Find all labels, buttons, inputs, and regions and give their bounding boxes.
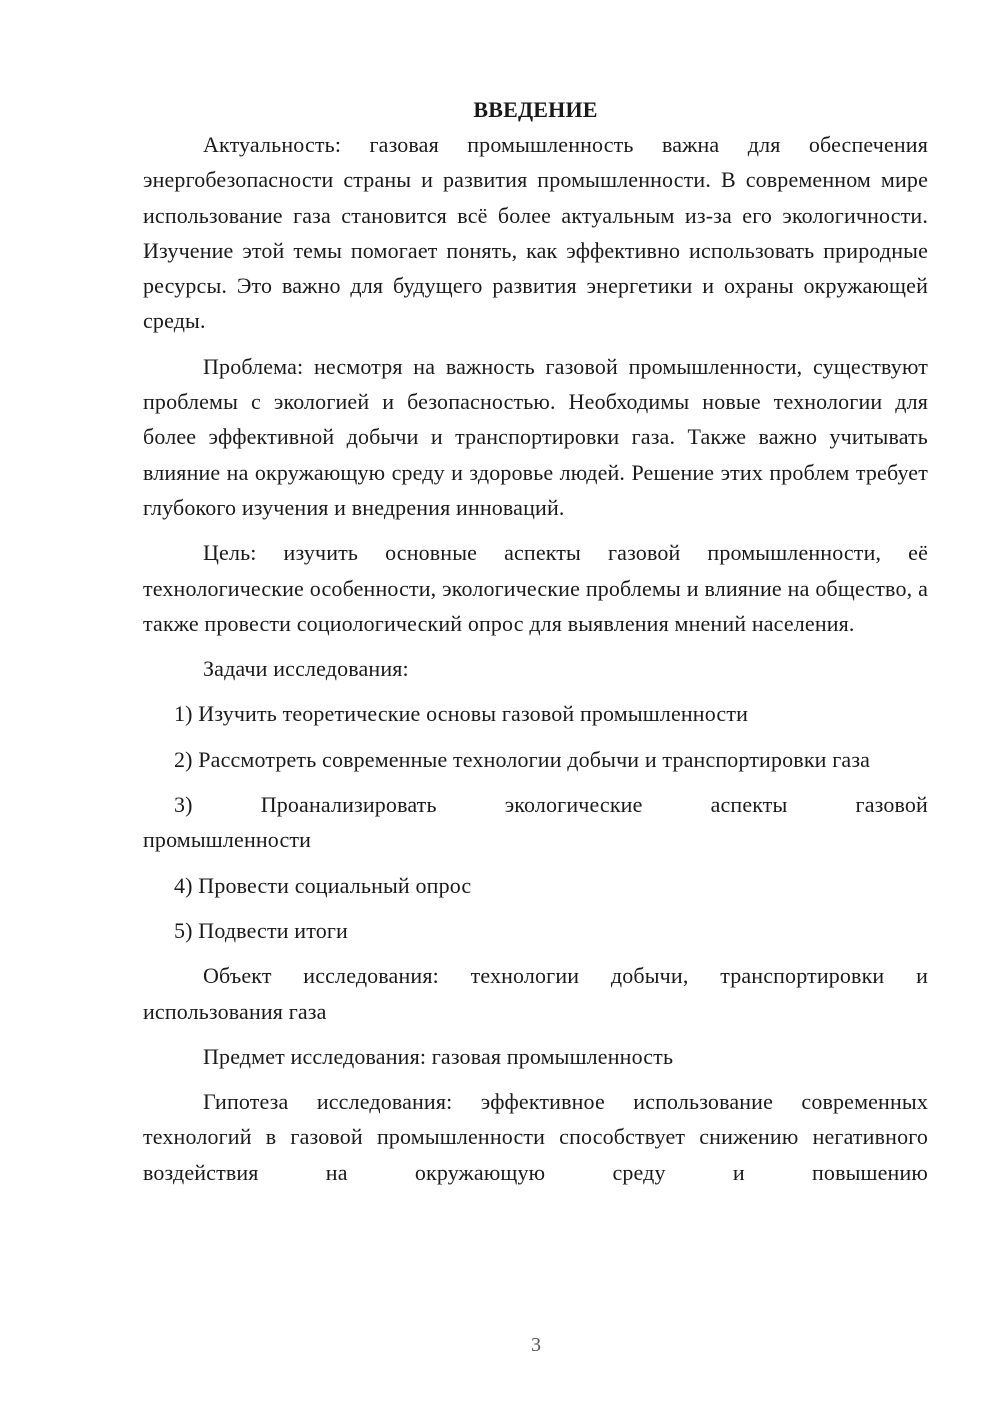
task-item-3-word-1: Проанализировать: [260, 792, 437, 818]
relevance-paragraph: Актуальность: газовая промышленность важна для обеспечения энергобезопасности страны и развития промышленности. В современном мире использование газа становится всё более актуальным из-за его экологичности. Изучение этой темы помогает понять, как эффективно использовать природные ресурсы. Это важно для будущего развития энергетики и охраны окружающей среды.: [143, 132, 928, 334]
task-item-3-rest: промышленности: [143, 827, 312, 853]
tasks-title: Задачи исследования:: [203, 656, 409, 682]
task-item-3-first-line: [143, 787, 928, 822]
task-item-3-word-2: экологические: [504, 792, 643, 818]
task-item-3-word-4: газовой: [855, 792, 928, 818]
subject-paragraph: Предмет исследования: газовая промышленность: [203, 1043, 674, 1069]
task-item-3: [143, 787, 928, 858]
object-paragraph: Объект исследования: технологии добычи, транспортировки и использования газа: [143, 963, 928, 1024]
problem-paragraph: Проблема: несмотря на важность газовой промышленности, существуют проблемы с экологией и безопасностью. Необходимы новые технологии для более эффективной добычи и транспортировки газа. Также важно учитывать влияние на окружающую среду и здоровье людей. Решение этих проблем требует глубокого изучения и внедрения инноваций.: [143, 353, 928, 520]
page-number: 3: [531, 1334, 541, 1356]
hypothesis-paragraph: Гипотеза исследования: эффективное использование современных технологий в газовой промышленности способствует снижению негативного воздействия на окружающую среду и повышению: [143, 1089, 928, 1185]
document-page: [143, 92, 928, 1190]
task-item-3-number: 3): [174, 792, 193, 818]
page-heading: ВВЕДЕНИЕ: [473, 97, 598, 122]
task-item-1: 1) Изучить теоретические основы газовой промышленности: [174, 701, 749, 727]
task-item-5: 5) Подвести итоги: [174, 917, 348, 943]
task-item-2: 2) Рассмотреть современные технологии добычи и транспортировки газа: [174, 746, 871, 772]
task-item-3-word-3: аспекты: [710, 792, 788, 818]
task-item-4: 4) Провести социальный опрос: [174, 872, 472, 898]
goal-paragraph: Цель: изучить основные аспекты газовой промышленности, её технологические особенности, экологические проблемы и влияние на общество, а также провести социологический опрос для выявления мнений населения.: [143, 540, 928, 636]
